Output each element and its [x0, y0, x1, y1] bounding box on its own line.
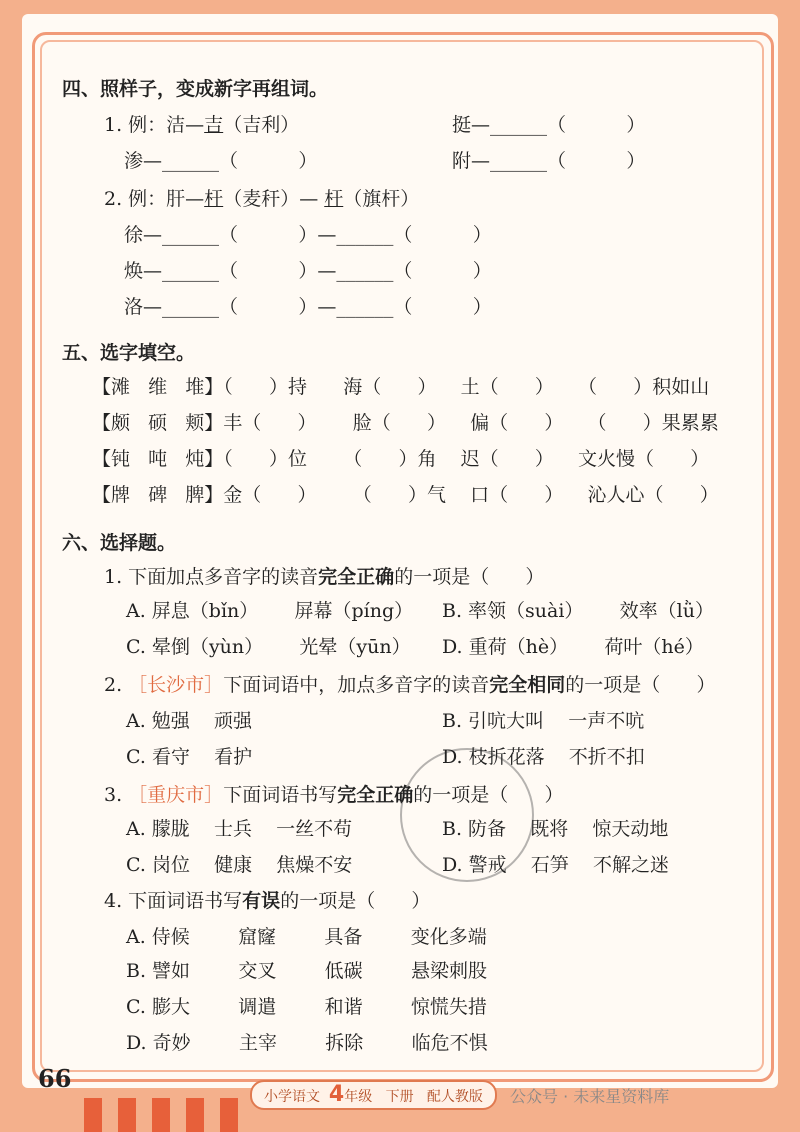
q4-stem-pre: 4. 下面词语书写: [104, 890, 243, 912]
q4-option: D. 奇妙 主宰 拆除 临危不惧: [126, 1032, 488, 1054]
q4-stem-key: 有误: [242, 890, 281, 912]
q1-option-b: B. 率领（suài） 效率（lǜ）: [442, 600, 714, 622]
q1-example-char: 吉: [204, 114, 224, 136]
book-label: [250, 1080, 497, 1110]
q2-example-word: （旗杆）: [343, 188, 420, 210]
q3-option-a: A. 朦胧 士兵 一丝不苟: [126, 818, 353, 840]
section4-q2-row: 徐—______（ ）—______（ ）: [124, 224, 492, 246]
q3-option-d: D. 警戒 石笋 不解之迷: [442, 854, 669, 876]
q1-option-a: A. 屏息（bǐn） 屏幕（píng）: [126, 600, 414, 622]
q2-option-a: A. 勉强 顽强: [126, 710, 252, 732]
footer-stripe: [152, 1098, 170, 1132]
section4-title: 四、照样子，变成新字再组词。: [62, 78, 329, 100]
q2-option-c: C. 看守 看护: [126, 746, 253, 768]
book-grade-edition: 年级 下册 配人教版: [344, 1089, 483, 1105]
section4-q1-item-shen: 渗—______（ ）: [124, 150, 318, 172]
q3-option-b: B. 防备 既将 惊天动地: [442, 818, 669, 840]
q4-stem: [104, 888, 430, 914]
q2-example-char2: 杆: [324, 188, 344, 210]
section4-q2-example: [104, 186, 419, 212]
q2-number: 2.: [104, 674, 129, 696]
q2-option-b: B. 引吭大叫 一声不吭: [442, 710, 645, 732]
q2-example-char1: 杆: [204, 188, 224, 210]
page-number: 66: [38, 1064, 72, 1093]
q1-stem: [104, 564, 544, 590]
q1-example-word: （吉利）: [223, 114, 300, 136]
q2-stem-post: 的一项是（ ）: [565, 674, 716, 696]
q2-option-d: D. 枝折花落 不折不扣: [442, 746, 645, 768]
q2-example-mid: （麦秆）—: [223, 188, 325, 210]
section4-q1-item-ting: 挺—______（ ）: [452, 114, 646, 136]
section5-row: 【牌 碑 脾】金（ ） （ ）气 口（ ） 沁人心（ ）: [92, 484, 719, 506]
q3-source-tag: ［重庆市］: [128, 784, 224, 806]
q1-stem-post: 的一项是（ ）: [394, 566, 545, 588]
book-grade-number: 4: [328, 1082, 345, 1107]
q2-stem-pre: 下面词语中，加点多音字的读音: [223, 674, 490, 696]
q1-option-c: C. 晕倒（yùn） 光晕（yūn）: [126, 636, 411, 658]
section4-q2-row: 洛—______（ ）—______（ ）: [124, 296, 492, 318]
wechat-watermark: 公众号 · 未来星资料库: [510, 1087, 670, 1106]
q1-stem-key: 完全正确: [318, 566, 395, 588]
q3-stem-post: 的一项是（ ）: [413, 784, 564, 806]
q3-stem-key: 完全正确: [337, 784, 414, 806]
q1-option-d: D. 重荷（hè） 荷叶（hé）: [442, 636, 704, 658]
section4-q1-item-fu: 附—______（ ）: [452, 150, 646, 172]
q2-example-prefix: 2. 例：肝—: [104, 188, 205, 210]
footer-stripe: [186, 1098, 204, 1132]
q4-stem-post: 的一项是（ ）: [280, 890, 431, 912]
q1-stem-pre: 1. 下面加点多音字的读音: [104, 566, 319, 588]
footer-stripe: [118, 1098, 136, 1132]
section5-row: 【钝 吨 炖】（ ）位 （ ）角 迟（ ） 文火慢（ ）: [92, 448, 710, 470]
section4-q1-example: [104, 112, 299, 138]
q3-stem-pre: 下面词语书写: [223, 784, 338, 806]
section4-q2-row: 焕—______（ ）—______（ ）: [124, 260, 492, 282]
q3-option-c: C. 岗位 健康 焦燥不安: [126, 854, 353, 876]
q3-stem: [104, 782, 563, 808]
q1-example-prefix: 1. 例：洁—: [104, 114, 205, 136]
q4-option: B. 譬如 交叉 低碳 悬梁刺股: [126, 960, 487, 982]
section6-title: 六、选择题。: [62, 532, 177, 554]
q2-stem: [104, 672, 715, 698]
book-subject: 小学语文: [264, 1089, 320, 1105]
q2-source-tag: ［长沙市］: [128, 674, 224, 696]
section5-title: 五、选字填空。: [62, 342, 196, 364]
footer-stripe: [84, 1098, 102, 1132]
q4-option: A. 侍候 窟窿 具备 变化多端: [126, 926, 487, 948]
section5-row: 【颇 硕 颊】丰（ ） 脸（ ） 偏（ ） （ ）果累累: [92, 412, 719, 434]
q4-option: C. 膨大 调遣 和谐 惊慌失措: [126, 996, 487, 1018]
q2-stem-key: 完全相同: [489, 674, 566, 696]
section5-row: 【滩 维 堆】（ ）持 海（ ） 土（ ） （ ）积如山: [92, 376, 710, 398]
q3-number: 3.: [104, 784, 129, 806]
footer-stripe: [220, 1098, 238, 1132]
